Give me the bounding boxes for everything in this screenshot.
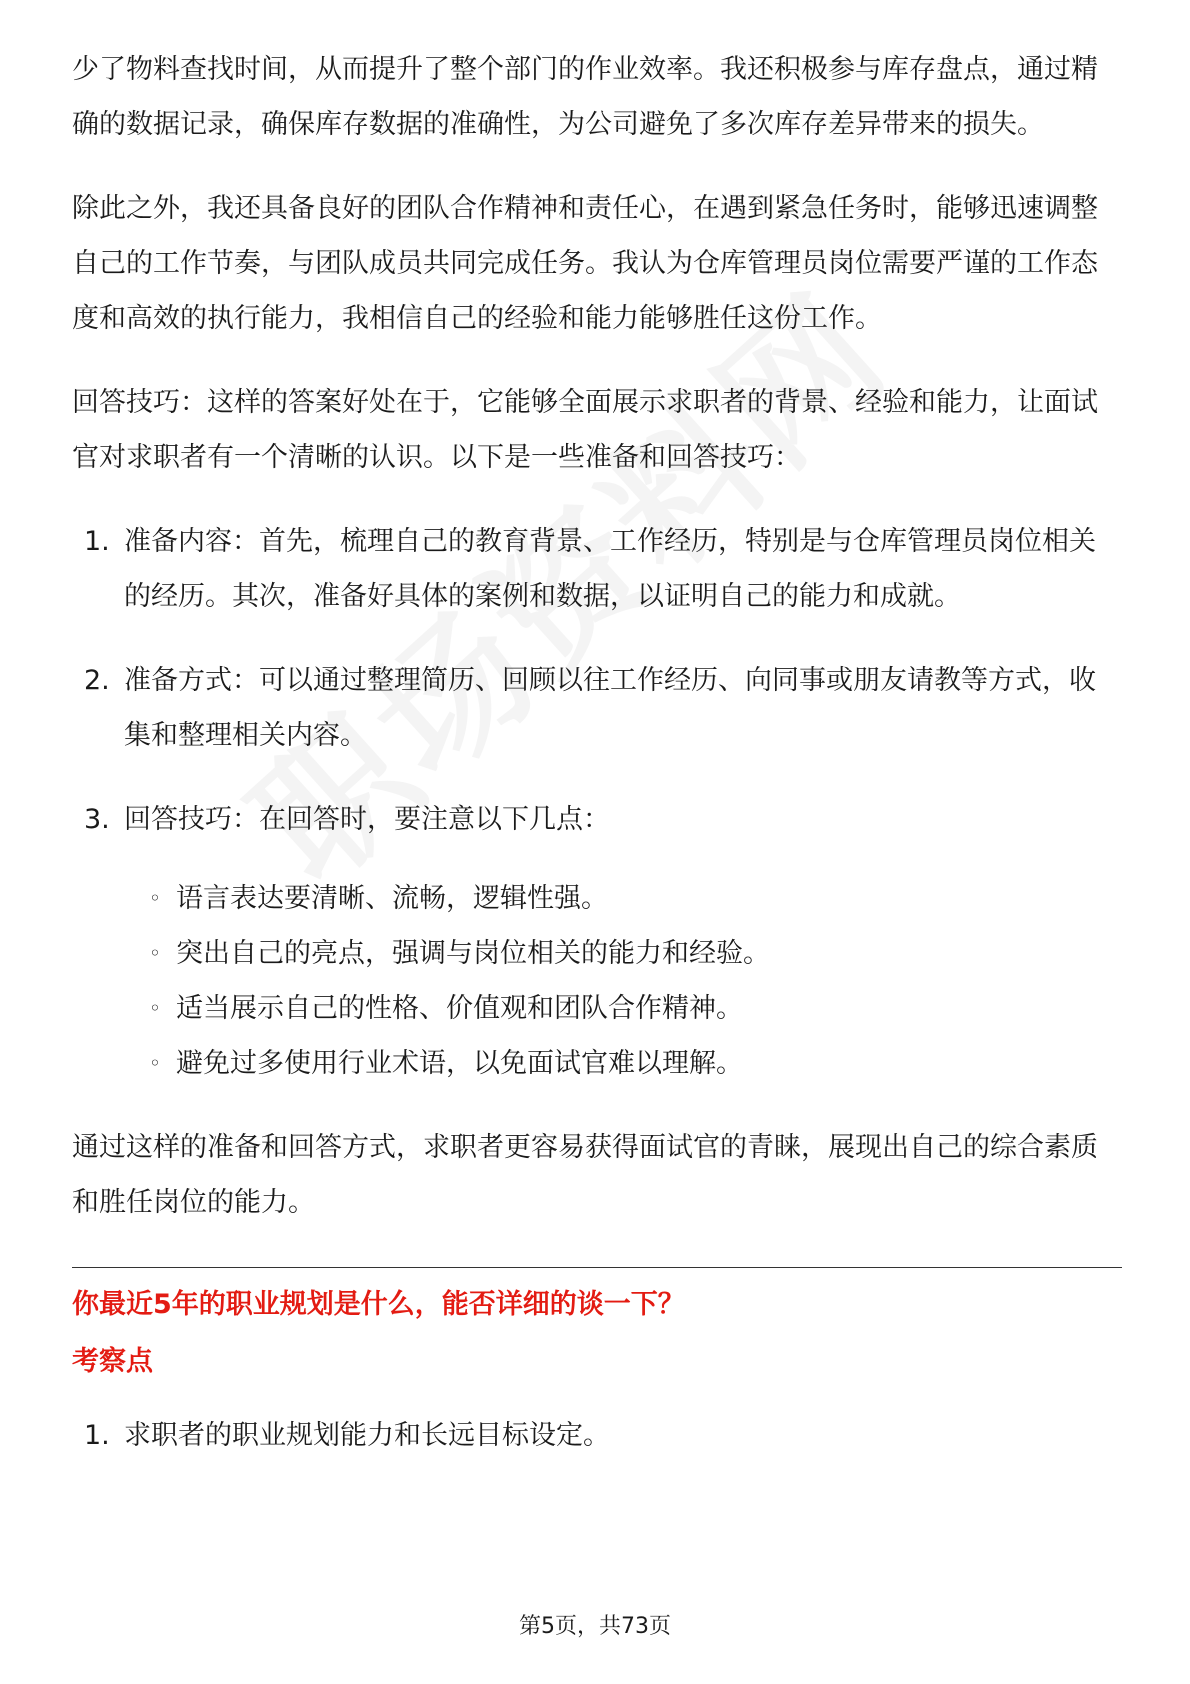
sub-list-item-text: 适当展示自己的性格、价值观和团队合作精神。 (176, 993, 743, 1024)
sub-list-item (124, 981, 1122, 1036)
sub-list (124, 871, 1122, 1091)
list-item (72, 514, 1122, 624)
sub-list-item-text: 语言表达要清晰、流畅，逻辑性强。 (176, 883, 608, 914)
list-item (72, 653, 1122, 763)
list-number: 1. (84, 526, 110, 557)
list-item-text: 回答技巧：在回答时，要注意以下几点： (124, 804, 610, 835)
paragraph-teamwork: 除此之外，我还具备良好的团队合作精神和责任心，在遇到紧急任务时，能够迅速调整自己的工作节奏，与团队成员共同完成任务。我认为仓库管理员岗位需要严谨的工作态度和高效的执行能力，我相信自己的经验和能力能够胜任这份工作。 (72, 193, 1098, 334)
sub-list-item (124, 1036, 1122, 1091)
list-item-text: 求职者的职业规划能力和长远目标设定。 (124, 1420, 610, 1451)
sub-list-item-text: 突出自己的亮点，强调与岗位相关的能力和经验。 (176, 938, 770, 969)
paragraph-answer-tips: 回答技巧：这样的答案好处在于，它能够全面展示求职者的背景、经验和能力，让面试官对求职者有一个清晰的认识。以下是一些准备和回答技巧： (72, 387, 1098, 473)
sub-list-item-text: 避免过多使用行业术语，以免面试官难以理解。 (176, 1048, 743, 1079)
sub-list-item (124, 926, 1122, 981)
paragraph-closing: 通过这样的准备和回答方式，求职者更容易获得面试官的青睐，展现出自己的综合素质和胜任岗位的能力。 (72, 1132, 1098, 1218)
sub-list-item (124, 871, 1122, 926)
list-number: 3. (84, 804, 110, 835)
question-title: 你最近5年的职业规划是什么，能否详细的谈一下？ (72, 1289, 685, 1320)
bullet-icon: ◦ (149, 886, 161, 910)
list-number: 1. (84, 1420, 110, 1451)
section-label: 考察点 (72, 1346, 153, 1377)
list-item-text: 准备内容：首先，梳理自己的教育背景、工作经历，特别是与仓库管理员岗位相关的经历。其次，准备好具体的案例和数据，以证明自己的能力和成就。 (124, 526, 1096, 612)
tips-list (72, 514, 1122, 1091)
list-item (72, 1408, 1122, 1463)
points-list (72, 1408, 1122, 1463)
bullet-icon: ◦ (149, 996, 161, 1020)
page-footer: 第5页，共73页 (519, 1614, 671, 1639)
section-divider (72, 1267, 1122, 1268)
list-item (72, 792, 1122, 1091)
bullet-icon: ◦ (149, 1051, 161, 1075)
bullet-icon: ◦ (149, 941, 161, 965)
list-item-text: 准备方式：可以通过整理简历、回顾以往工作经历、向同事或朋友请教等方式，收集和整理相关内容。 (124, 665, 1096, 751)
list-number: 2. (84, 665, 110, 696)
paragraph-continued: 少了物料查找时间，从而提升了整个部门的作业效率。我还积极参与库存盘点，通过精确的数据记录，确保库存数据的准确性，为公司避免了多次库存差异带来的损失。 (72, 54, 1098, 140)
page-content (72, 42, 1122, 1492)
